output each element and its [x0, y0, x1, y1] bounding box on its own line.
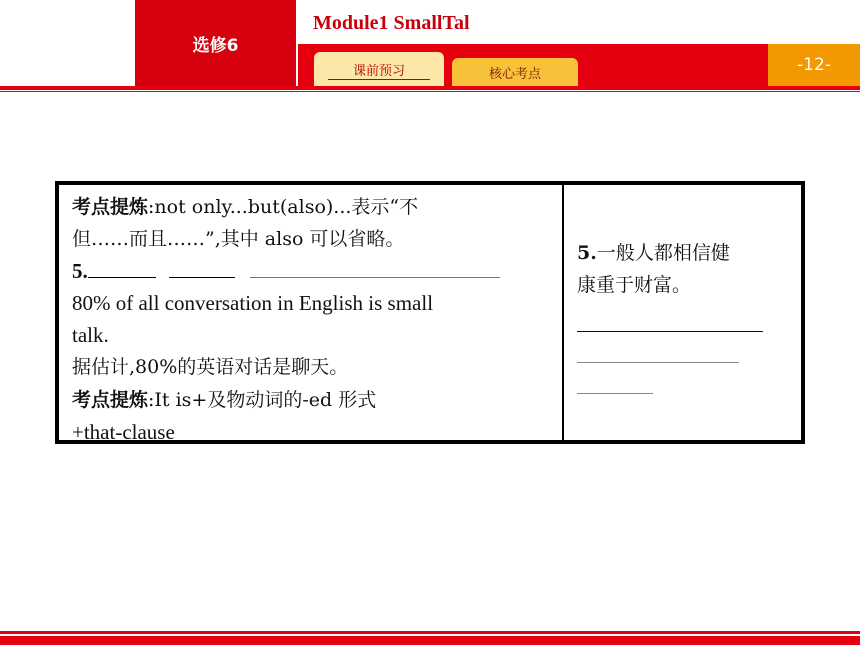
- answer-blank-3[interactable]: [250, 276, 500, 278]
- point-1-keyword: 考点提炼: [72, 196, 149, 218]
- translation-prompt-line-2: 康重于财富。: [577, 274, 692, 296]
- tab-preview[interactable]: [314, 52, 444, 86]
- footer-rule-thick: [0, 636, 860, 645]
- translation-prompt-text-1: 一般人都相信健: [596, 242, 730, 264]
- tab-preview-label: 课前预习: [352, 63, 405, 79]
- book-label: 选修6: [135, 0, 296, 86]
- module-title: Module1 SmallTal: [313, 12, 470, 34]
- sentence-en-line-2: talk.: [72, 323, 109, 347]
- item-5-blanks-row: [72, 255, 562, 287]
- exercise-left-column: [59, 185, 564, 444]
- point-2-line-1: [72, 383, 562, 416]
- point-2-text: :It is+及物动词的-ed 形式: [148, 389, 377, 411]
- point-2-keyword: 考点提炼: [72, 389, 149, 411]
- point-1-line-1: [72, 190, 562, 223]
- translation-item-number: 5.: [577, 242, 597, 264]
- page-number: -12-: [768, 44, 860, 86]
- slide-header: [0, 0, 860, 92]
- translation-answer-line-1[interactable]: [577, 331, 763, 332]
- exercise-right-column: [564, 185, 801, 440]
- answer-blank-2[interactable]: [169, 276, 235, 278]
- exercise-table: [55, 181, 805, 444]
- item-5-number: 5.: [72, 259, 88, 283]
- point-1-text: :not only...but(also)...表示“不: [148, 196, 419, 218]
- header-rule: [0, 86, 860, 90]
- tab-core-points[interactable]: [452, 58, 578, 86]
- footer-rule-thin: [0, 631, 860, 634]
- sentence-en-line-1: 80% of all conversation in English is small: [72, 291, 434, 315]
- answer-blank-1[interactable]: [88, 276, 156, 278]
- point-1-line-2: 但……而且……”,其中 also 可以省略。: [72, 228, 405, 250]
- translation-answer-line-2[interactable]: [577, 362, 739, 363]
- header-blank-block: [0, 0, 135, 86]
- sentence-cn: 据估计,80%的英语对话是聊天。: [72, 356, 349, 378]
- point-2-line-2: +that-clause: [72, 420, 175, 444]
- tab-preview-underline: [328, 79, 430, 80]
- header-rule-thin: [0, 91, 860, 92]
- tab-core-points-label: 核心考点: [488, 66, 541, 82]
- translation-prompt-line-1: [577, 237, 791, 269]
- translation-answer-line-3[interactable]: [577, 393, 653, 394]
